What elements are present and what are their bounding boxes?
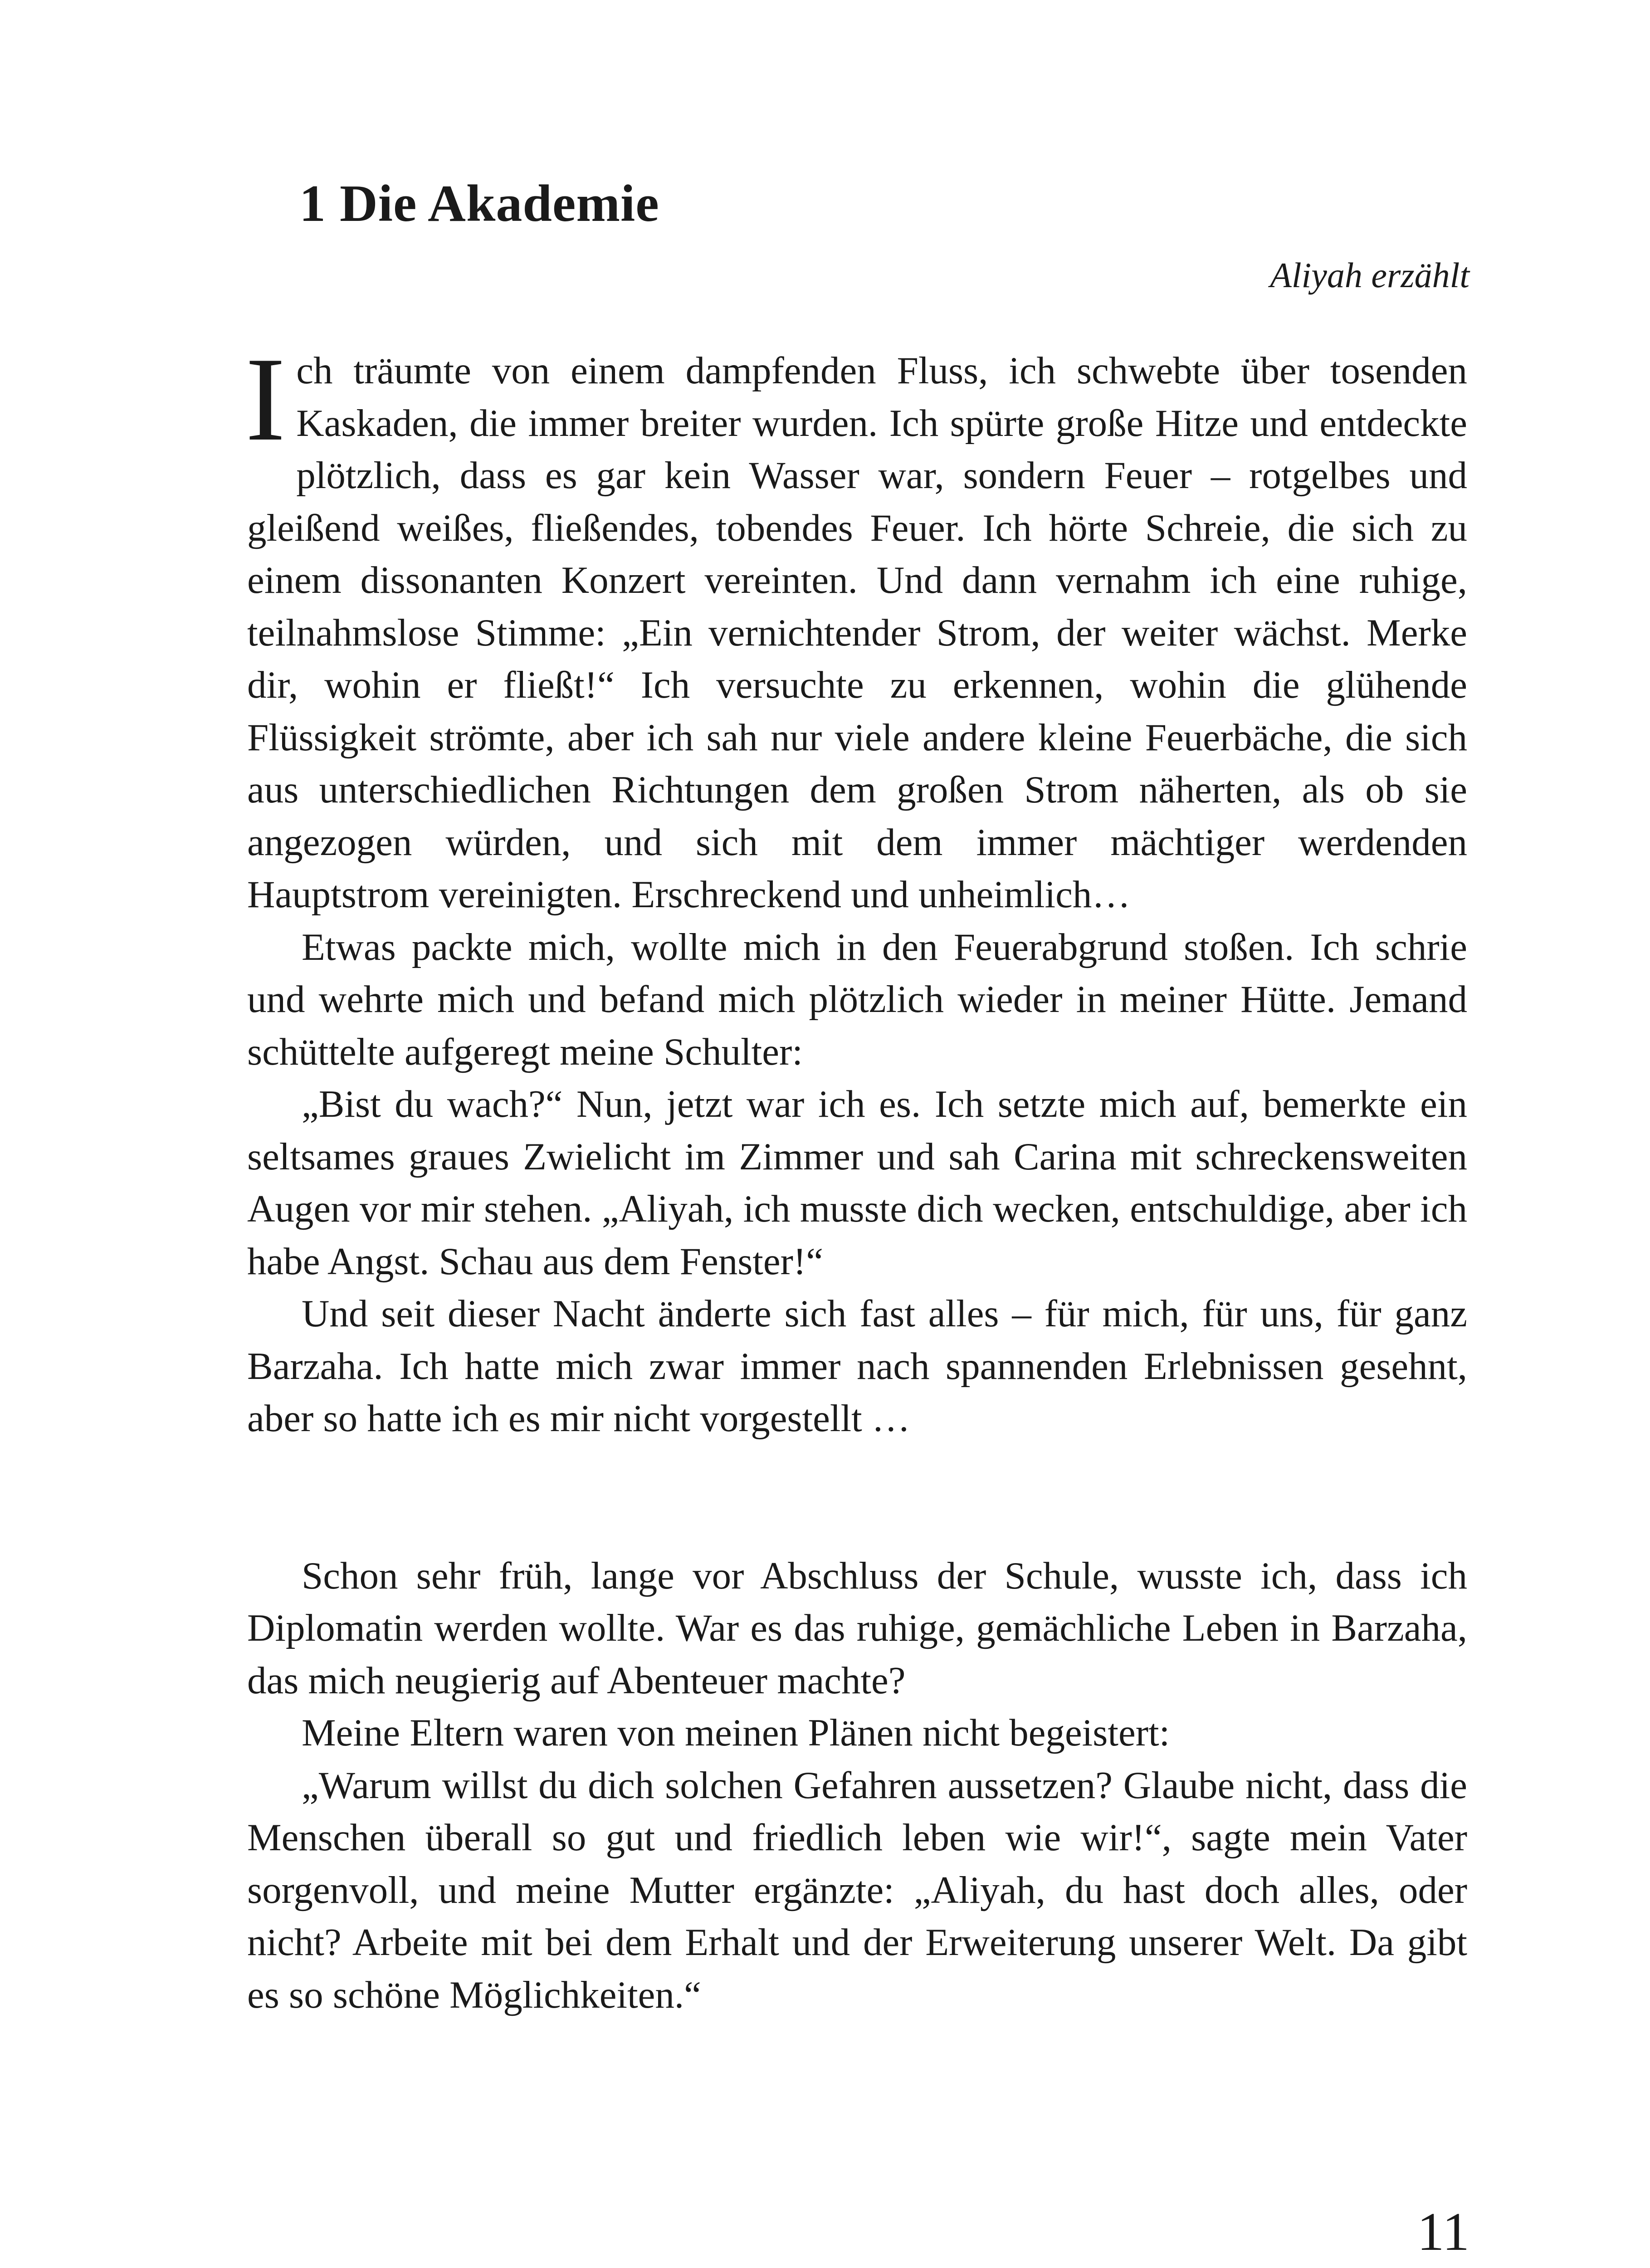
paragraph: „Bist du wach?“ Nun, jetzt war ich es. Ich setzte mich auf, bemerkte ein seltsames graues Zwielicht im Zimmer und sah Carina mit schreckensweiten Augen vor mir stehen. „Aliyah, ich musste dich wecken, entschuldige, aber ich habe Angst. Schau aus dem Fenster!“ xyxy=(247,1083,1467,1283)
paragraph: Und seit dieser Nacht änderte sich fast alles – für mich, für uns, für ganz Barzaha. Ich hatte mich zwar immer nach spannenden Erlebnissen gesehnt, aber so hatte ich es mir nicht vorgestellt … xyxy=(247,1292,1467,1440)
paragraph: Schon sehr früh, lange vor Abschluss der Schule, wusste ich, dass ich Diplomatin werden wollte. War es das ruhige, gemächliche Leben in Barzaha, das mich neugierig auf Abenteuer machte? xyxy=(247,1554,1467,1702)
paragraph: Etwas packte mich, wollte mich in den Feuerabgrund stoßen. Ich schrie und wehrte mich und befand mich plötzlich wieder in meiner Hütte. Jemand schüttelte aufgeregt meine Schulter: xyxy=(247,925,1467,1073)
paragraph: „Warum willst du dich solchen Gefahren aussetzen? Glaube nicht, dass die Menschen überall so gut und friedlich leben wie wir!“, sagte mein Vater sorgenvoll, und meine Mutter ergänzte: „Aliyah, du hast doch alles, oder nicht? Arbeite mit bei dem Erhalt und der Erweiterung unserer Welt. Da gibt es so schöne Möglichkeiten.“ xyxy=(247,1764,1467,2016)
drop-cap: I xyxy=(245,333,286,466)
chapter-title: 1 Die Akademie xyxy=(299,175,659,233)
page-number: 11 xyxy=(1417,2201,1469,2262)
section-break xyxy=(247,1445,1467,1550)
narrator-line: Aliyah erzählt xyxy=(1270,255,1469,295)
paragraph-opening xyxy=(245,333,1467,921)
paragraph-opening-text: ch träumte von einem dampfenden Fluss, ich schwebte über tosenden Kaskaden, die immer breiter wurden. Ich spürte große Hitze und entdeckte plötzlich, dass es gar kein Wasser war, sondern Feuer – rotgelbes und gleißend weißes, fließendes, tobendes Feuer. Ich hörte Schreie, die sich zu einem dissonanten Konzert vereinten. Und dann vernahm ich eine ruhige, teilnahmslose Stimme: „Ein vernichtender Strom, der weiter wächst. Merke dir, wohin er fließt!“ Ich versuchte zu erkennen, wohin die glühende Flüssigkeit strömte, aber ich sah nur viele andere kleine Feuerbäche, die sich aus unterschiedlichen Richtungen dem großen Strom näherten, als ob sie angezogen würden, und sich mit dem immer mächtiger werdenden Hauptstrom vereinigten. Erschreckend und unheimlich… xyxy=(247,349,1467,916)
paragraph: Meine Eltern waren von meinen Plänen nicht begeistert: xyxy=(302,1711,1170,1754)
chapter-body xyxy=(245,333,1467,2021)
